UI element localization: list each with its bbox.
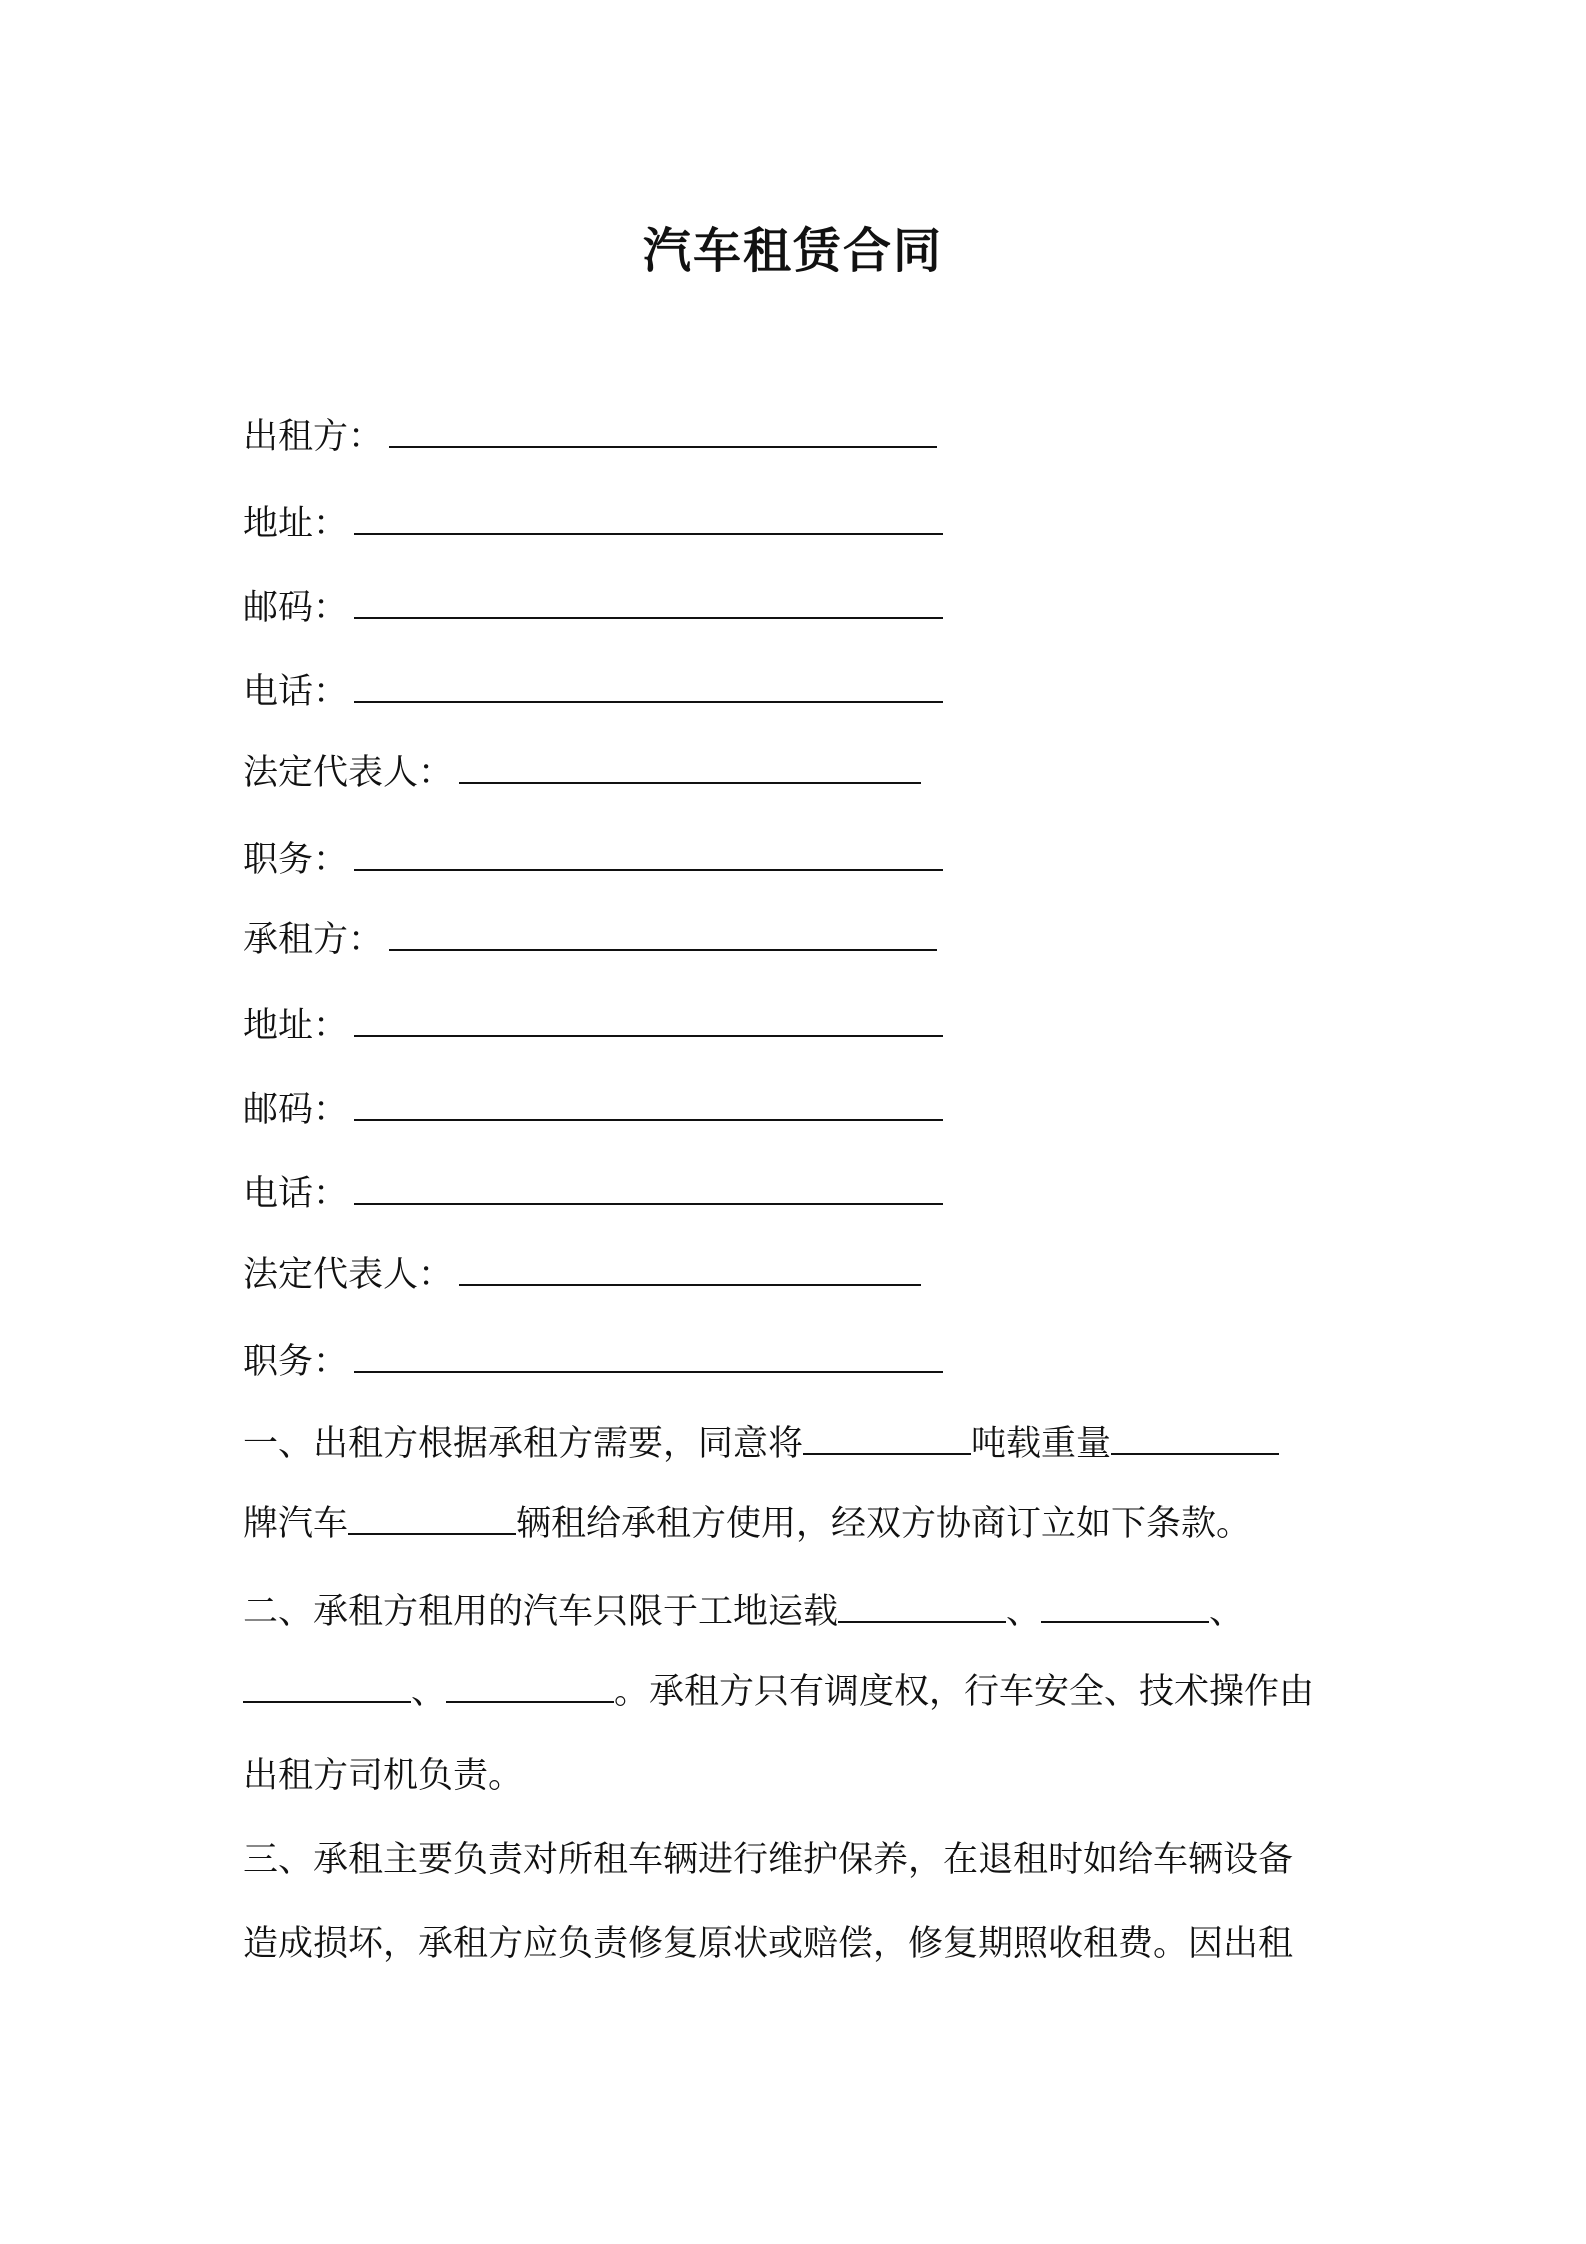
lessor-position-label: 职务：	[243, 840, 349, 880]
lessee-legal-rep-blank[interactable]	[459, 1254, 921, 1286]
lessor-position-blank[interactable]	[354, 839, 943, 871]
clause-3-text-b: 造成损坏，承租方应负责修复原状或赔偿，修复期照收租费。因出租	[243, 1924, 1294, 1964]
lessee-position-blank[interactable]	[354, 1341, 943, 1373]
lessee-phone-label: 电话：	[243, 1174, 349, 1214]
lessee-name-label: 承租方：	[243, 920, 384, 960]
clause-1-blank-tonnage[interactable]	[803, 1423, 971, 1455]
clause-2-blank-3[interactable]	[243, 1671, 411, 1703]
lessor-legal-rep-blank[interactable]	[459, 752, 921, 784]
lessee-position-label: 职务：	[243, 1342, 349, 1382]
lessee-name-field	[243, 918, 937, 962]
clause-1-text-d: 辆租给承租方使用，经双方协商订立如下条款。	[516, 1504, 1252, 1544]
lessee-legal-rep-field	[243, 1253, 921, 1297]
lessor-name-label: 出租方：	[243, 417, 384, 457]
lessee-address-label: 地址：	[243, 1006, 349, 1046]
lessee-postcode-label: 邮码：	[243, 1090, 349, 1130]
lessor-phone-blank[interactable]	[354, 671, 943, 703]
lessor-address-field	[243, 502, 943, 546]
clause-2-sep-1: 、	[1006, 1592, 1042, 1632]
clause-2-sep-3: 、	[411, 1672, 447, 1712]
clause-1-line-2	[243, 1502, 1251, 1546]
lessor-phone-field	[243, 670, 943, 714]
lessor-address-blank[interactable]	[354, 503, 943, 535]
lessee-address-blank[interactable]	[354, 1005, 943, 1037]
clause-1-text-b: 吨载重量	[971, 1424, 1112, 1464]
lessee-postcode-field	[243, 1088, 943, 1132]
lessee-legal-rep-label: 法定代表人：	[243, 1255, 454, 1295]
lessor-position-field	[243, 838, 943, 882]
clause-1-text-a: 一、出租方根据承租方需要，同意将	[243, 1424, 804, 1464]
lessor-postcode-field	[243, 586, 943, 630]
clause-1-line-1	[243, 1422, 1279, 1466]
clause-3-line-1	[243, 1838, 1293, 1882]
clause-1-blank-weight[interactable]	[1111, 1423, 1279, 1455]
lessor-legal-rep-label: 法定代表人：	[243, 753, 454, 793]
lessee-postcode-blank[interactable]	[354, 1089, 943, 1121]
clause-1-blank-quantity[interactable]	[348, 1503, 516, 1535]
clause-2-line-1	[243, 1590, 1244, 1634]
lessor-phone-label: 电话：	[243, 672, 349, 712]
clause-2-text-c: 出租方司机负责。	[243, 1756, 524, 1796]
lessor-postcode-blank[interactable]	[354, 587, 943, 619]
clause-2-line-2	[243, 1670, 1314, 1714]
clause-3-line-2	[243, 1922, 1293, 1966]
lessor-name-blank[interactable]	[389, 416, 937, 448]
clause-3-text-a: 三、承租主要负责对所租车辆进行维护保养，在退租时如给车辆设备	[243, 1840, 1294, 1880]
clause-2-text-b: 。承租方只有调度权，行车安全、技术操作由	[614, 1672, 1315, 1712]
lessee-phone-field	[243, 1172, 943, 1216]
clause-2-blank-4[interactable]	[446, 1671, 614, 1703]
lessor-legal-rep-field	[243, 751, 921, 795]
lessor-name-field	[243, 415, 937, 459]
lessee-address-field	[243, 1004, 943, 1048]
document-title: 汽车租赁合同	[642, 223, 943, 279]
lessee-phone-blank[interactable]	[354, 1173, 943, 1205]
clause-2-text-a: 二、承租方租用的汽车只限于工地运载	[243, 1592, 839, 1632]
lessor-postcode-label: 邮码：	[243, 588, 349, 628]
clause-2-sep-2: 、	[1209, 1592, 1245, 1632]
clause-2-blank-2[interactable]	[1041, 1591, 1209, 1623]
lessee-position-field	[243, 1340, 943, 1384]
lessor-address-label: 地址：	[243, 504, 349, 544]
clause-2-blank-1[interactable]	[838, 1591, 1006, 1623]
clause-2-line-3	[243, 1754, 523, 1798]
lessee-name-blank[interactable]	[389, 919, 937, 951]
clause-1-text-c: 牌汽车	[243, 1504, 349, 1544]
